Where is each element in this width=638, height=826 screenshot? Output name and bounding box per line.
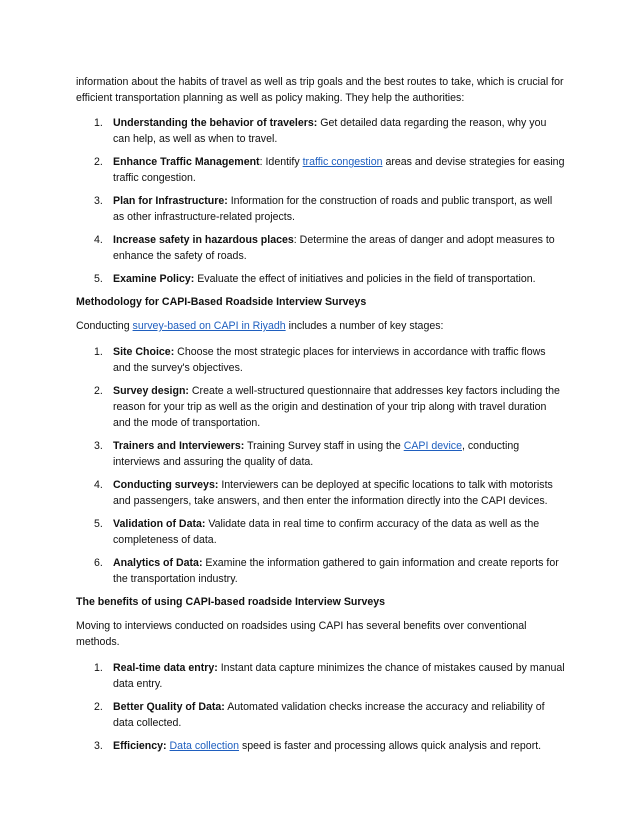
benefits-heading: The benefits of using CAPI-based roadside Interview Surveys	[76, 596, 386, 608]
item-number: 1.	[94, 662, 103, 674]
item-title: Real-time data entry:	[113, 662, 218, 674]
item-text: Create a well-structured questionnaire that addresses key factors including the reason for your trip as well as the origin and destination of your trip along with travel duration and the mode of transportation.	[113, 385, 560, 429]
capi-riyadh-link[interactable]: survey-based on CAPI in Riyadh	[132, 320, 286, 332]
item-number: 1.	[94, 346, 103, 358]
item-title: Analytics of Data:	[113, 557, 203, 569]
methodology-intro	[76, 318, 566, 334]
item-text: Interviewers can be deployed at specific locations to talk with motorists and passengers, take answers, and then enter the information directly into the CAPI devices.	[113, 479, 553, 507]
item-text: Automated validation checks increase the accuracy and reliability of data collected.	[113, 701, 545, 729]
item-number: 4.	[94, 479, 103, 491]
item-text: Get detailed data regarding the reason, why you can help, as well as when to travel.	[113, 117, 547, 145]
item-title: Increase safety in hazardous places	[113, 234, 294, 246]
item-text: speed is faster and processing allows quick analysis and report.	[239, 740, 542, 752]
data-collection-link[interactable]: Data collection	[169, 740, 240, 752]
para-text: includes a number of key stages:	[285, 320, 444, 332]
capi-device-link[interactable]: CAPI device	[403, 440, 462, 452]
item-text: : Determine the areas of danger and adopt measures to enhance the safety of roads.	[113, 234, 555, 262]
item-number: 2.	[94, 385, 103, 397]
item-title: Site Choice:	[113, 346, 175, 358]
methodology-heading: Methodology for CAPI-Based Roadside Interview Surveys	[76, 296, 367, 308]
item-text: Choose the most strategic places for interviews in accordance with traffic flows and the survey's objectives.	[113, 346, 546, 374]
item-number: 6.	[94, 557, 103, 569]
item-text: Evaluate the effect of initiatives and policies in the field of transportation.	[194, 273, 536, 285]
list-item	[76, 344, 566, 376]
item-text: : Identify	[259, 156, 303, 168]
document-page	[76, 74, 566, 761]
list-item	[76, 555, 566, 587]
list-item	[76, 115, 566, 147]
item-number: 3.	[94, 740, 103, 752]
authority-benefits-list	[76, 115, 566, 287]
item-text: Examine the information gathered to gain information and create reports for the transportation industry.	[113, 557, 559, 585]
item-title: Conducting surveys:	[113, 479, 219, 491]
item-number: 3.	[94, 440, 103, 452]
item-title: Understanding the behavior of travelers:	[113, 117, 318, 129]
list-item	[76, 383, 566, 431]
item-number: 3.	[94, 195, 103, 207]
para-text: Conducting	[76, 320, 133, 332]
list-item	[76, 193, 566, 225]
list-item	[76, 154, 566, 186]
item-text: Validate data in real time to confirm accuracy of the data as well as the completeness of data.	[113, 518, 540, 546]
item-title: Survey design:	[113, 385, 189, 397]
item-title: Efficiency:	[113, 740, 167, 752]
item-title: Enhance Traffic Management	[113, 156, 260, 168]
list-item	[76, 477, 566, 509]
item-title: Plan for Infrastructure:	[113, 195, 228, 207]
list-item	[76, 660, 566, 692]
item-text: Training Survey staff in using the	[244, 440, 404, 452]
item-text: areas and devise strategies for easing traffic congestion.	[113, 156, 565, 184]
item-number: 1.	[94, 117, 103, 129]
item-text: , conducting interviews and assuring the quality of data.	[113, 440, 520, 468]
intro-paragraph: information about the habits of travel as well as trip goals and the best routes to take, which is crucial for efficient transportation planning as well as policy making. They help the authorities:	[76, 76, 564, 104]
item-title: Better Quality of Data:	[113, 701, 225, 713]
item-title: Examine Policy:	[113, 273, 195, 285]
item-number: 5.	[94, 273, 103, 285]
benefits-intro: Moving to interviews conducted on roadsides using CAPI has several benefits over conventional methods.	[76, 620, 527, 648]
list-item	[76, 438, 566, 470]
list-item	[76, 232, 566, 264]
list-item	[76, 271, 566, 287]
item-text: Instant data capture minimizes the chance of mistakes caused by manual data entry.	[113, 662, 565, 690]
item-title: Validation of Data:	[113, 518, 206, 530]
capi-benefits-list	[76, 660, 566, 754]
traffic-congestion-link[interactable]: traffic congestion	[302, 156, 383, 168]
item-title: Trainers and Interviewers:	[113, 440, 245, 452]
item-number: 5.	[94, 518, 103, 530]
list-item	[76, 516, 566, 548]
item-number: 2.	[94, 701, 103, 713]
list-item	[76, 699, 566, 731]
item-number: 4.	[94, 234, 103, 246]
item-text: Information for the construction of roads and public transport, as well as other infrastructure-related projects.	[113, 195, 553, 223]
list-item	[76, 738, 566, 754]
methodology-stages-list	[76, 344, 566, 587]
item-number: 2.	[94, 156, 103, 168]
